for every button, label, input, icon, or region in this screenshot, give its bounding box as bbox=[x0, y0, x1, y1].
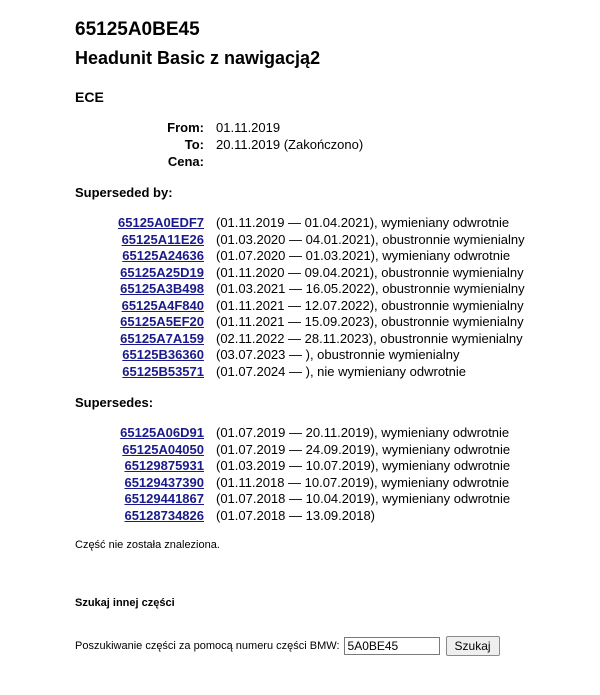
part-validity-description: (01.07.2018 — 13.09.2018) bbox=[216, 507, 376, 523]
part-row bbox=[75, 508, 585, 525]
part-row bbox=[75, 442, 585, 459]
part-number-link[interactable]: 65125A5EF20 bbox=[120, 314, 204, 329]
supersedes-title: Supersedes: bbox=[75, 395, 154, 410]
part-validity-description: (01.11.2018 — 10.07.2019), wymieniany odwrotnie bbox=[216, 474, 510, 490]
part-number-link[interactable]: 65128734826 bbox=[124, 507, 204, 523]
part-validity-description: (01.03.2019 — 10.07.2019), wymieniany odwrotnie bbox=[216, 458, 511, 473]
part-validity-description: (01.07.2019 — 24.09.2019), wymieniany odwrotnie bbox=[216, 441, 511, 457]
search-button[interactable]: Szukaj bbox=[446, 636, 500, 656]
part-number-link[interactable]: 65125A04050 bbox=[122, 441, 204, 457]
part-row bbox=[75, 347, 585, 364]
search-section-title: Szukaj innej części bbox=[75, 597, 175, 609]
part-number-cell bbox=[75, 265, 216, 282]
part-number-cell bbox=[75, 508, 216, 525]
part-number-cell bbox=[75, 248, 216, 265]
to-value: 20.11.2019 (Zakończono) bbox=[216, 137, 364, 152]
not-found-note: Część nie została znaleziona. bbox=[75, 539, 220, 551]
part-details-page bbox=[75, 18, 585, 656]
part-row bbox=[75, 331, 585, 348]
part-number-cell bbox=[75, 364, 216, 381]
price-value bbox=[216, 153, 585, 170]
part-validity-description: (01.11.2021 — 12.07.2022), obustronnie wymienialny bbox=[216, 297, 524, 313]
part-description-heading: Headunit Basic z nawigacją2 bbox=[75, 48, 321, 68]
part-number-link[interactable]: 65125B36360 bbox=[122, 347, 204, 362]
part-row bbox=[75, 215, 585, 232]
part-number-cell bbox=[75, 232, 216, 249]
part-number-cell bbox=[75, 298, 216, 315]
part-number-cell bbox=[75, 458, 216, 475]
part-number-link[interactable]: 65129875931 bbox=[124, 458, 204, 473]
part-validity-description: (01.03.2020 — 04.01.2021), obustronnie wymienialny bbox=[216, 231, 525, 247]
part-number-cell bbox=[75, 442, 216, 459]
from-value: 01.11.2019 bbox=[216, 120, 281, 135]
part-number-link[interactable]: 65125A11E26 bbox=[121, 231, 204, 247]
part-row bbox=[75, 425, 585, 442]
part-number-input[interactable] bbox=[344, 637, 440, 655]
part-number-cell bbox=[75, 314, 216, 331]
part-number-link[interactable]: 65125A25D19 bbox=[120, 264, 204, 280]
part-number-cell bbox=[75, 425, 216, 442]
part-validity-description: (01.07.2019 — 20.11.2019), wymieniany odwrotnie bbox=[216, 425, 510, 440]
part-number-cell bbox=[75, 331, 216, 348]
part-validity-description: (03.07.2023 — ), obustronnie wymienialny bbox=[216, 347, 460, 362]
part-number-cell bbox=[75, 491, 216, 508]
part-row bbox=[75, 491, 585, 508]
part-number-cell bbox=[75, 347, 216, 364]
part-validity-description: (02.11.2022 — 28.11.2023), obustronnie wymienialny bbox=[216, 330, 523, 346]
search-label: Poszukiwanie części za pomocą numeru części BMW: bbox=[75, 640, 340, 652]
part-number-link[interactable]: 65125A3B498 bbox=[120, 281, 204, 296]
part-number-link[interactable]: 65125A0EDF7 bbox=[118, 215, 204, 230]
part-validity-description: (01.03.2021 — 16.05.2022), obustronnie wymienialny bbox=[216, 281, 525, 296]
part-row bbox=[75, 248, 585, 265]
to-row bbox=[75, 136, 585, 153]
validity-info bbox=[75, 119, 585, 170]
part-number-link[interactable]: 65125A06D91 bbox=[120, 425, 204, 440]
to-label: To: bbox=[184, 137, 204, 152]
part-row bbox=[75, 265, 585, 282]
part-validity-description: (01.07.2024 — ), nie wymieniany odwrotnie bbox=[216, 363, 467, 379]
part-number-heading: 65125A0BE45 bbox=[75, 19, 200, 40]
part-validity-description: (01.07.2020 — 01.03.2021), wymieniany odwrotnie bbox=[216, 248, 511, 263]
price-label: Cena: bbox=[167, 154, 204, 169]
from-row bbox=[75, 119, 585, 136]
search-form bbox=[75, 636, 585, 656]
part-validity-description: (01.11.2020 — 09.04.2021), obustronnie wymienialny bbox=[216, 264, 524, 280]
part-number-link[interactable]: 65125A24636 bbox=[122, 248, 204, 263]
part-number-link[interactable]: 65125B53571 bbox=[122, 363, 204, 379]
part-row bbox=[75, 364, 585, 381]
part-validity-description: (01.11.2019 — 01.04.2021), wymieniany odwrotnie bbox=[216, 215, 510, 230]
supersedes-list bbox=[75, 425, 585, 524]
part-number-cell bbox=[75, 215, 216, 232]
part-number-cell bbox=[75, 475, 216, 492]
part-row bbox=[75, 281, 585, 298]
part-number-link[interactable]: 65125A7A159 bbox=[120, 330, 204, 346]
part-row bbox=[75, 475, 585, 492]
price-row bbox=[75, 153, 585, 170]
part-number-cell bbox=[75, 281, 216, 298]
from-label: From: bbox=[167, 120, 204, 135]
superseded-by-list bbox=[75, 215, 585, 380]
part-number-link[interactable]: 65125A4F840 bbox=[121, 297, 204, 313]
superseded-by-title: Superseded by: bbox=[75, 185, 173, 200]
region-label: ECE bbox=[75, 89, 104, 105]
part-row bbox=[75, 314, 585, 331]
part-number-link[interactable]: 65129441867 bbox=[124, 491, 204, 506]
part-row bbox=[75, 458, 585, 475]
part-validity-description: (01.11.2021 — 15.09.2023), obustronnie wymienialny bbox=[216, 314, 524, 329]
part-validity-description: (01.07.2018 — 10.04.2019), wymieniany odwrotnie bbox=[216, 491, 511, 506]
part-number-link[interactable]: 65129437390 bbox=[124, 474, 204, 490]
part-row bbox=[75, 232, 585, 249]
part-row bbox=[75, 298, 585, 315]
